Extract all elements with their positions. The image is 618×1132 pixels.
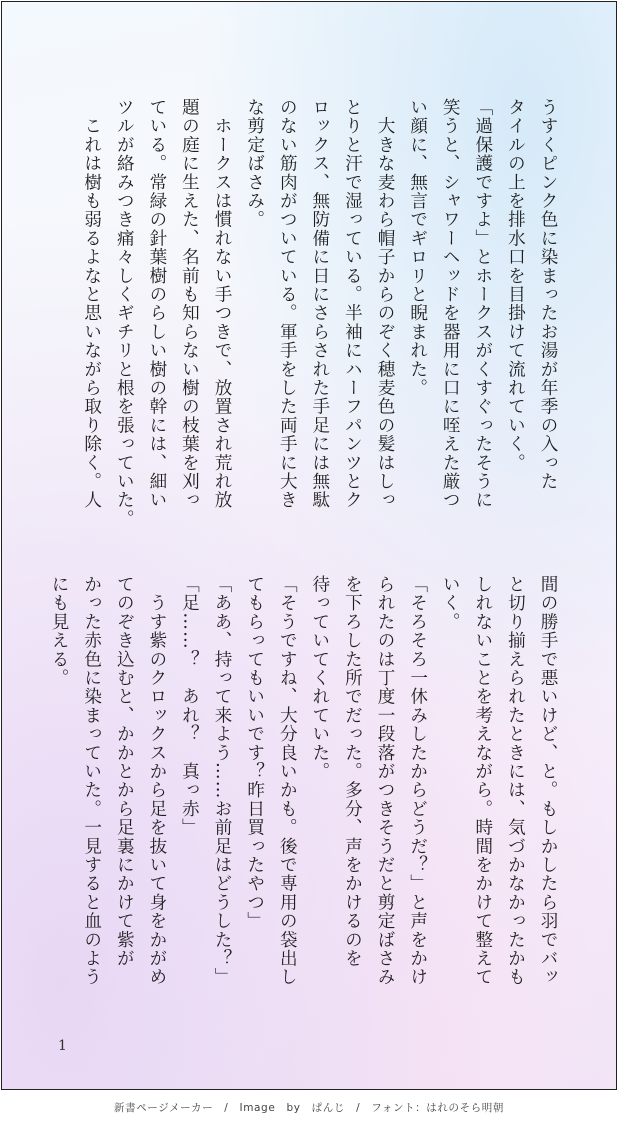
text-line: を下ろした所でだった。多分、声をかけるのを xyxy=(342,575,363,968)
text-line: 「過保護ですよ」とホークスがくすぐったそうに xyxy=(472,98,493,510)
text-line: 「ああ、持って来よう……お前足はどうした？」 xyxy=(212,575,233,987)
text-line: てのぞき込むと、かかとから足裏にかけて紫が xyxy=(114,575,135,968)
text-line: 「そうですね、大分良いかも。後で専用の袋出し xyxy=(277,575,298,987)
upper-text-block xyxy=(75,98,564,528)
text-line: ホークスは慣れない手つきで、放置され荒れ放 xyxy=(212,98,233,510)
footer-credit: 新書ページメーカー / Image by ぱんじ / フォント：はれのそら明朝 xyxy=(114,1102,504,1114)
text-line: 待っていてくれていた。 xyxy=(309,575,330,781)
text-line: な剪定ばさみ。 xyxy=(244,98,265,229)
text-line: 大きな麦わら帽子からのぞく穂麦色の髪はしっ xyxy=(375,98,396,510)
lower-text-block xyxy=(43,575,565,1005)
text-line: にも見える。 xyxy=(49,575,70,688)
text-line: ロックス、無防備に日にさらされた手足には無駄 xyxy=(309,98,330,510)
text-line: られたのは丁度一段落がつきそうだと剪定ばさみ xyxy=(375,575,396,987)
page-number: 1 xyxy=(58,1038,67,1054)
text-line: 笑うと、シャワーヘッドを器用に口に咥えた厳つ xyxy=(440,98,461,510)
text-line: うすくピンク色に染まったお湯が年季の入った xyxy=(538,98,558,491)
text-line: てもらってもいいです？昨日買ったやつ」 xyxy=(244,575,265,931)
text-line: い顔に、無言でギロリと睨まれた。 xyxy=(407,98,428,398)
text-line: ている。常緑の針葉樹のらしい樹の幹には、細い xyxy=(146,98,167,510)
text-line: 間の勝手で悪いけど、と。もしかしたら羽でバッ xyxy=(538,575,558,987)
text-line: ツルが絡みつき痛々しくギチリと根を張っていた。 xyxy=(114,98,135,529)
text-line: かった赤色に染まっていた。一見すると血のよう xyxy=(81,575,102,987)
text-line: タイルの上を排水口を目掛けて流れていく。 xyxy=(505,98,526,472)
text-line: とりと汗で湿っている。半袖にハーフパンツとク xyxy=(342,98,363,510)
text-line: と切り揃えられたときには、気づかなかったかも xyxy=(505,575,526,987)
text-line: 「足……？ あれ？ 真っ赤」 xyxy=(179,575,200,837)
text-line: 「そろそろ一休みしたからどうだ？」と声をかけ xyxy=(407,575,428,987)
text-line: 題の庭に生えた、名前も知らない樹の枝葉を刈っ xyxy=(179,98,200,510)
text-line: しれないことを考えながら。時間をかけて整えて xyxy=(472,575,493,987)
text-line: これは樹も弱るよなと思いながら取り除く。人 xyxy=(81,98,102,510)
book-page xyxy=(1,1,617,1090)
text-line: のない筋肉がついている。軍手をした両手に大き xyxy=(277,98,298,510)
text-line: いく。 xyxy=(440,575,461,632)
text-line: うす紫のクロックスから足を抜いて身をかがめ xyxy=(146,575,167,987)
